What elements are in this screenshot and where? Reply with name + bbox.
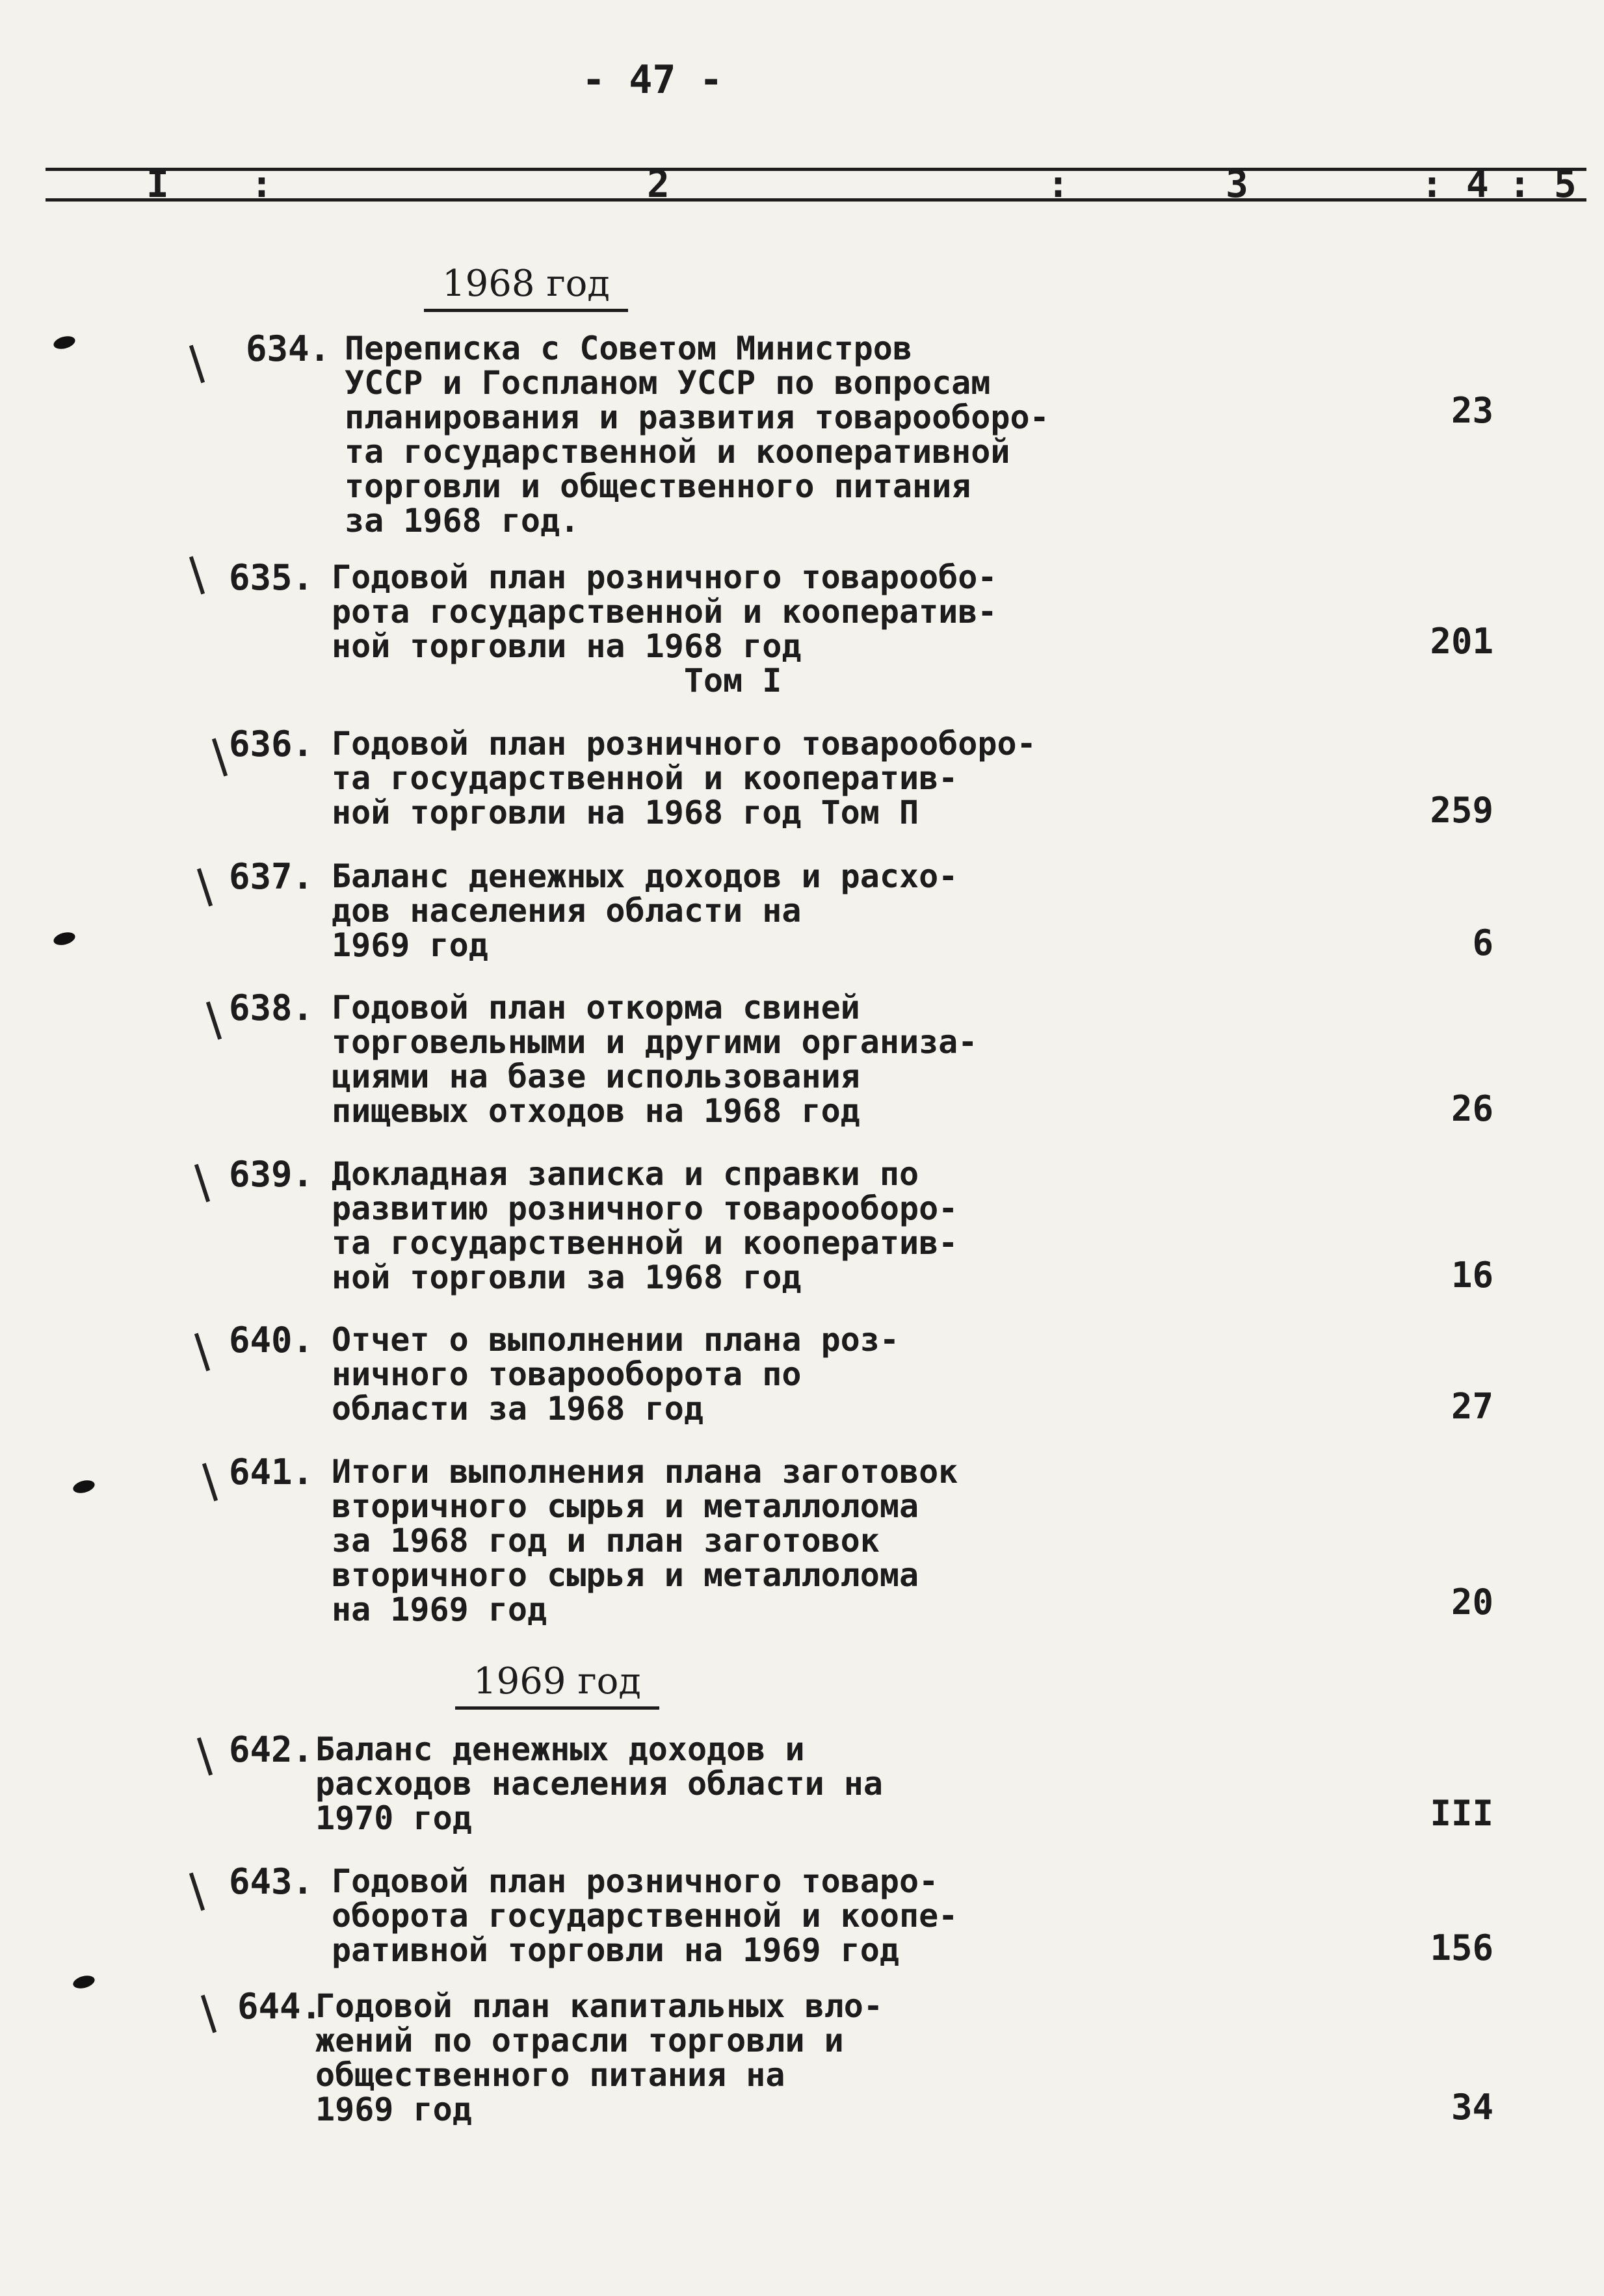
entry-number: 635. — [229, 557, 314, 598]
entry-line: Годовой план розничного товаро- — [332, 1862, 939, 1900]
margin-tick-mark — [201, 1995, 217, 2033]
entry-line: вторичного сырья и металлолома — [332, 1487, 919, 1525]
entry-line: общественного питания на — [315, 2056, 785, 2094]
entry-title — [345, 332, 1049, 538]
entry-line: Баланс денежных доходов и расхо- — [332, 857, 958, 895]
entry-title — [332, 1323, 899, 1426]
entry-sheet-count: 26 — [1451, 1088, 1493, 1129]
entry-line: расходов населения области на — [315, 1765, 883, 1803]
entry-title — [332, 727, 1036, 830]
entry-line: 1969 год — [332, 926, 488, 964]
entry-line: Отчет о выполнении плана роз- — [332, 1321, 899, 1359]
entry-line: ной торговли за 1968 год — [332, 1259, 802, 1296]
entry-line: Баланс денежных доходов и — [315, 1730, 805, 1768]
column-header-4: : 4 — [1421, 162, 1489, 206]
margin-tick-mark — [202, 1463, 218, 1502]
entry-title — [332, 991, 977, 1128]
entry-number: 634. — [246, 328, 331, 369]
entry-line: пищевых отходов на 1968 год — [332, 1092, 860, 1130]
margin-tick-mark — [189, 556, 205, 595]
entry-title — [332, 1455, 958, 1627]
section-year-heading: 1968 год — [424, 263, 628, 312]
entry-line: 1969 год — [315, 2091, 472, 2128]
entry-number: 636. — [229, 724, 314, 764]
entry-line: дов населения области на — [332, 892, 802, 930]
entry-sheet-count: 34 — [1451, 2087, 1493, 2128]
entry-line: УССР и Госпланом УССР по вопросам — [345, 364, 991, 402]
entry-line: та государственной и кооператив- — [332, 759, 958, 797]
entry-title — [332, 859, 958, 963]
margin-tick-mark — [206, 1002, 222, 1040]
entry-line: Годовой план розничного товарооборо- — [332, 725, 1036, 763]
margin-tick-mark — [194, 1164, 210, 1203]
entry-title — [315, 1989, 883, 2127]
entry-number: 639. — [229, 1154, 314, 1195]
entry-line: торговельными и другими организа- — [332, 1023, 978, 1061]
entry-sheet-count: 156 — [1430, 1927, 1493, 1968]
entry-sheet-count: 201 — [1430, 621, 1493, 662]
entry-line: ной торговли на 1968 год Том П — [332, 794, 919, 831]
entry-title — [315, 1732, 883, 1836]
entry-line: Докладная записка и справки по — [332, 1155, 919, 1193]
entry-line: развитию розничного товарооборо- — [332, 1190, 958, 1227]
column-separator: : — [1047, 162, 1070, 206]
margin-tick-mark — [197, 868, 213, 907]
entry-number: 644. — [237, 1986, 322, 2027]
entry-line: ративной торговли на 1969 год — [332, 1931, 899, 1969]
entry-sheet-count: 23 — [1451, 390, 1493, 431]
entry-line: планирования и развития товарооборо- — [345, 398, 1049, 436]
margin-dot-mark — [52, 930, 77, 947]
margin-tick-mark — [194, 1333, 210, 1372]
entry-number: 643. — [229, 1861, 314, 1902]
margin-dot-mark — [52, 334, 77, 351]
column-header-3: 3 — [1226, 162, 1248, 206]
column-header-2: 2 — [647, 162, 670, 206]
entry-line: ничного товарооборота по — [332, 1355, 802, 1393]
table-header-top-rule — [46, 168, 1586, 171]
entry-line: циями на базе использования — [332, 1058, 860, 1095]
entry-line: 1970 год — [315, 1799, 472, 1837]
entry-title — [332, 560, 997, 698]
entry-line: за 1968 год и план заготовок — [332, 1522, 880, 1559]
entry-line: за 1968 год. — [345, 502, 580, 540]
entry-line: Годовой план розничного товарообо- — [332, 558, 997, 596]
entry-sheet-count: 20 — [1451, 1582, 1493, 1623]
page-number: - 47 - — [582, 57, 723, 103]
column-separator: : — [250, 162, 273, 206]
entry-line: Годовой план капитальных вло- — [315, 1987, 883, 2025]
margin-tick-mark — [189, 345, 205, 384]
entry-sheet-count: 16 — [1451, 1255, 1493, 1296]
entry-line: та государственной и кооператив- — [332, 1224, 958, 1262]
margin-dot-mark — [72, 1478, 96, 1495]
entry-sheet-count: 259 — [1430, 790, 1493, 831]
margin-dot-mark — [72, 1974, 96, 1990]
entry-title — [332, 1864, 958, 1968]
entry-sheet-count: III — [1430, 1793, 1493, 1834]
column-header-5: : 5 — [1508, 162, 1577, 206]
entry-line: жений по отрасли торговли и — [315, 2022, 844, 2059]
entry-line: Переписка с Советом Министров — [345, 330, 912, 367]
entry-number: 638. — [229, 987, 314, 1028]
table-header-bottom-rule — [46, 198, 1586, 202]
column-header-1: I — [146, 162, 169, 206]
entry-line: торговли и общественного питания — [345, 467, 971, 505]
entry-number: 641. — [229, 1452, 314, 1493]
entry-line: рота государственной и кооператив- — [332, 593, 997, 631]
entry-line: на 1969 год — [332, 1591, 547, 1628]
entry-line: оборота государственной и коопе- — [332, 1897, 958, 1935]
entry-title — [332, 1157, 958, 1295]
margin-tick-mark — [189, 1873, 205, 1911]
entry-number: 640. — [229, 1320, 314, 1361]
entry-line: Том I — [332, 662, 782, 699]
entry-number: 642. — [229, 1729, 314, 1770]
entry-sheet-count: 6 — [1472, 922, 1493, 963]
section-year-heading: 1969 год — [455, 1661, 659, 1710]
entry-line: области за 1968 год — [332, 1390, 703, 1428]
entry-line: Годовой план откорма свиней — [332, 989, 860, 1026]
entry-line: та государственной и кооперативной — [345, 433, 1010, 471]
entry-sheet-count: 27 — [1451, 1386, 1493, 1427]
entry-line: вторичного сырья и металлолома — [332, 1556, 919, 1594]
entry-line: ной торговли на 1968 год — [332, 627, 802, 665]
margin-tick-mark — [212, 738, 228, 777]
entry-line: Итоги выполнения плана заготовок — [332, 1453, 958, 1491]
margin-tick-mark — [197, 1738, 213, 1776]
entry-number: 637. — [229, 856, 314, 897]
